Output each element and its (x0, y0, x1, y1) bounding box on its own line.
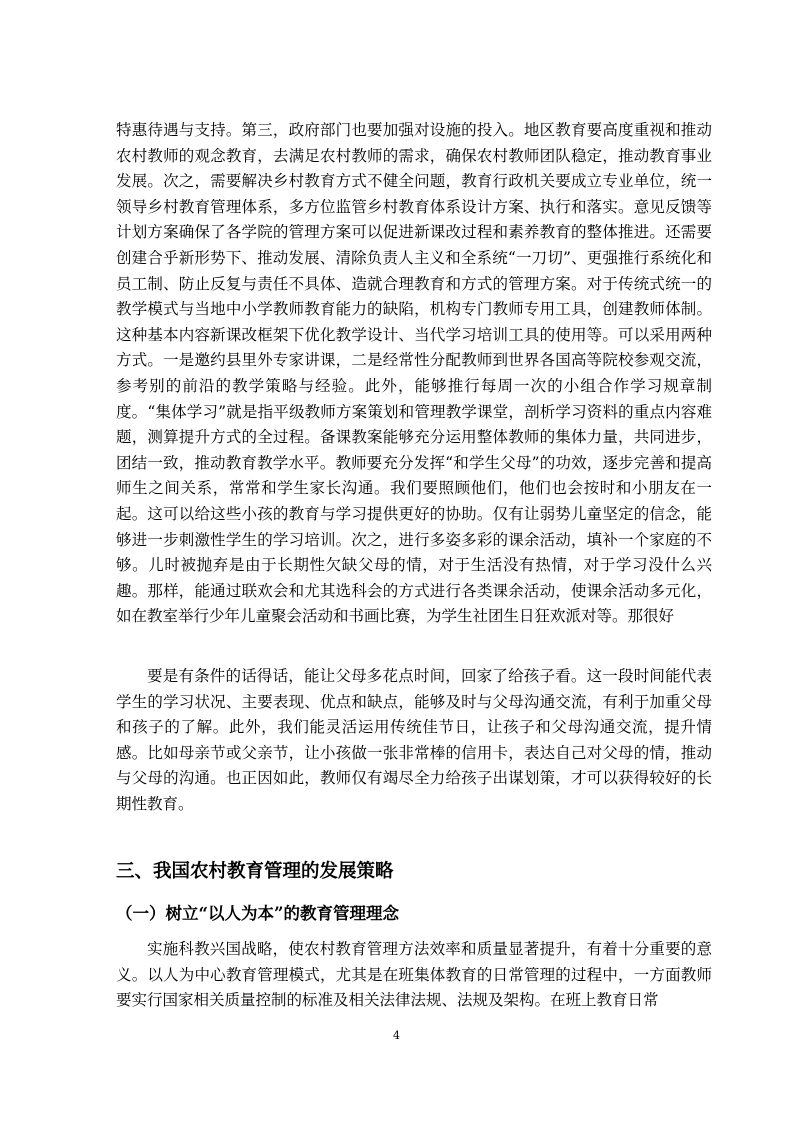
page-number: 4 (393, 1029, 400, 1042)
section-heading: 三、我国农村教育管理的发展策略 (116, 861, 394, 882)
subsection-heading: （一）树立“以人为本”的教育管理理念 (116, 904, 399, 923)
body-paragraph: 特惠待遇与支持。第三，政府部门也要加强对设施的投入。地区教育要高度重视和推动农村教师的观念教育，去满足农村教师的需求，确保农村教师团队稳定，推动教育事业发展。次之，需要解决乡村教育方式不健全问题，教育行政机关要成立专业单位，统一领导乡村教育管理体系，多方位监管乡村教育体系设计方案、执行和落实。意见反馈等计划方案确保了各学院的管理方案可以促进新课改过程和素养教育的整体推进。还需要创建合乎新形势下、推动发展、清除负责人主义和全系统“一刀切”、更强推行系统化和员工制、防止反复与责任不具体、造就合理教育和方式的管理方案。对于传统式统一的教学模式与当地中小学教师教育能力的缺陷，机构专门教师专用工具，创建教师体制。这种基本内容新课改框架下优化教学设计、当代学习培训工具的使用等。可以采用两种方式。一是邀约县里外专家讲课，二是经常性分配教师到世界各国高等院校参观交流，参考别的前沿的教学策略与经验。此外，能够推行每周一次的小组合作学习规章制度。“集体学习”就是指平级教师方案策划和管理教学课堂，剖析学习资料的重点内容难题，测算提升方式的全过程。备课教案能够充分运用整体教师的集体力量，共同进步，团结一致，推动教育教学水平。教师要充分发挥“和学生父母”的功效，逐步完善和提高师生之间关系，常常和学生家长沟通。我们要照顾他们，他们也会按时和小朋友在一起。这可以给这些小孩的教育与学习提供更好的协助。仅有让弱势儿童坚定的信念，能够进一步刺激性学生的学习培训。次之，进行多姿多彩的课余活动，填补一个家庭的不够。儿时被抛弃是由于长期性欠缺父母的情，对于生活没有热情，对于学习没什么兴趣。那样，能通过联欢会和尤其选科会的方式进行各类课余活动，使课余活动多元化，如在教室举行少年儿童聚会活动和书画比赛，为学生社团生日狂欢派对等。那很好 (116, 121, 712, 626)
body-paragraph: 要是有条件的话得话，能让父母多花点时间，回家了给孩子看。这一段时间能代表学生的学习状况、主要表现、优点和缺点，能够及时与父母沟通交流，有利于加重父母和孩子的了解。此外，我们能灵活运用传统佳节日，让孩子和父母沟通交流，提升情感。比如母亲节或父亲节，让小孩做一张非常棒的信用卡，表达自己对父母的情，推动与父母的沟通。也正因如此，教师仅有竭尽全力给孩子出谋划策，才可以获得较好的长期性教育。 (116, 667, 712, 813)
body-paragraph: 实施科教兴国战略，使农村教育管理方法效率和质量显著提升，有着十分重要的意义。以人为中心教育管理模式，尤其是在班集体教育的日常管理的过程中，一方面教师要实行国家相关质量控制的标准及相关法律法规、法规及架构。在班上教育日常 (116, 940, 712, 1010)
